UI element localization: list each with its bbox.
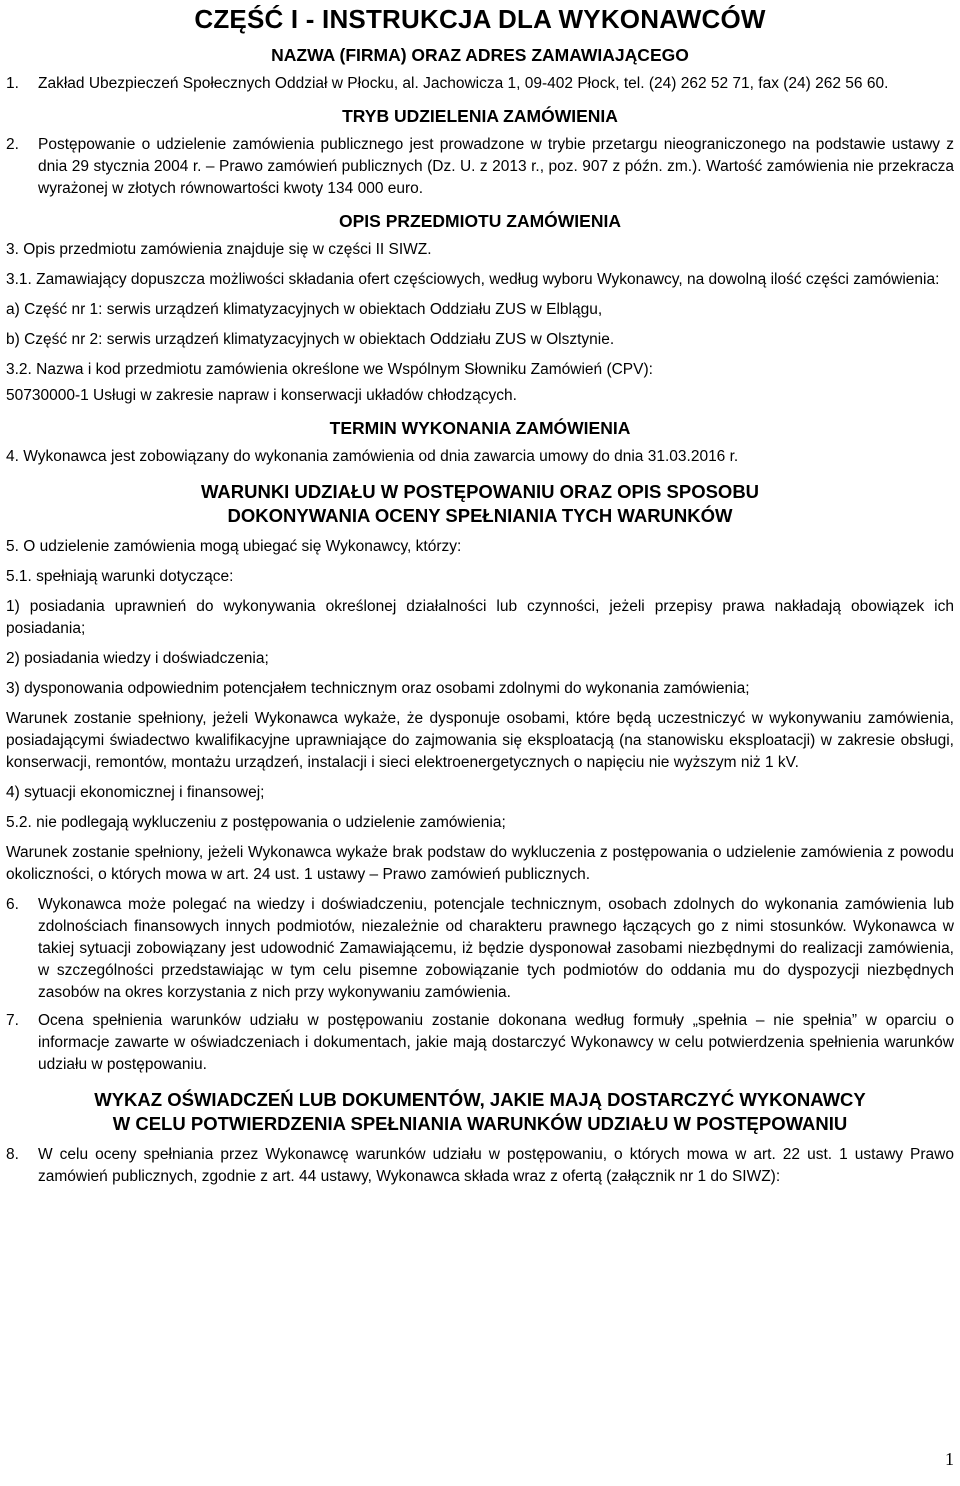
paragraph-6-number: 6. <box>6 896 19 913</box>
paragraph-5: 5. O udzielenie zamówienia mogą ubiegać się Wykonawcy, którzy: <box>6 538 462 555</box>
heading-conditions <box>6 480 954 528</box>
paragraph-3-1: 3.1. Zamawiający dopuszcza możliwości składania ofert częściowych, według wyboru Wykonawcy, na dowolną ilość części zamówienia: <box>6 271 940 288</box>
heading-documents-line-1: WYKAZ OŚWIADCZEŃ LUB DOKUMENTÓW, JAKIE MAJĄ DOSTARCZYĆ WYKONAWCY <box>94 1089 866 1110</box>
paragraph-8 <box>6 1144 954 1188</box>
paragraph-3-2: 3.2. Nazwa i kod przedmiotu zamówienia określone we Wspólnym Słowniku Zamówień (CPV): <box>6 361 653 378</box>
page-number: 1 <box>945 1449 954 1469</box>
paragraph-1-text: Zakład Ubezpieczeń Społecznych Oddział w Płocku, al. Jachowicza 1, 09-402 Płock, tel. (24) 262 52 71, fax (24) 262 56 60. <box>38 75 889 92</box>
paragraph-5-1: 5.1. spełniają warunki dotyczące: <box>6 568 234 585</box>
heading-conditions-line-1: WARUNKI UDZIAŁU W POSTĘPOWANIU ORAZ OPIS SPOSOBU <box>200 481 760 502</box>
part-a: a) Część nr 1: serwis urządzeń klimatyzacyjnych w obiektach Oddziału ZUS w Elblągu, <box>6 301 603 318</box>
condition-4: 4) sytuacji ekonomicznej i finansowej; <box>6 784 265 801</box>
paragraph-4: 4. Wykonawca jest zobowiązany do wykonania zamówienia od dnia zawarcia umowy do dnia 31.03.2016 r. <box>6 448 739 465</box>
heading-subject: OPIS PRZEDMIOTU ZAMÓWIENIA <box>339 211 621 231</box>
condition-3-note: Warunek zostanie spełniony, jeżeli Wykonawca wykaże, że dysponuje osobami, które będą uczestniczyć w wykonywaniu zamówienia, posiadającymi świadectwo kwalifikacyjne uprawniające do zajmowania się eksploatacją (na stanowisku eksploatacji) w zakresie obsługi, konserwacji, remontów, montażu urządzeń, instalacji i sieci elektroenergetycznych o napięciu nie wyższym niż 1 kV. <box>6 710 954 771</box>
heading-conditions-line-2: DOKONYWANIA OCENY SPEŁNIANIA TYCH WARUNKÓW <box>227 505 733 526</box>
paragraph-7-number: 7. <box>6 1012 19 1029</box>
page-title: CZĘŚĆ I - INSTRUKCJA DLA WYKONAWCÓW <box>194 4 766 34</box>
paragraph-7 <box>6 1010 954 1076</box>
paragraph-1-number: 1. <box>6 75 19 92</box>
heading-documents <box>6 1088 954 1136</box>
condition-1: 1) posiadania uprawnień do wykonywania określonej działalności lub czynności, jeżeli przepisy prawa nakładają obowiązek ich posiadania; <box>6 598 954 637</box>
paragraph-1 <box>6 73 954 95</box>
paragraph-3: 3. Opis przedmiotu zamówienia znajduje się w części II SIWZ. <box>6 241 432 258</box>
paragraph-8-number: 8. <box>6 1146 19 1163</box>
cpv-code: 50730000-1 Usługi w zakresie napraw i konserwacji układów chłodzących. <box>6 387 517 404</box>
paragraph-2-number: 2. <box>6 136 19 153</box>
paragraph-7-text: Ocena spełnienia warunków udziału w postępowaniu zostanie dokonana według formuły „spełnia – nie spełnia” w oparciu o informacje zawarte w oświadczeniach i dokumentach, jakie mają dostarczyć Wykonawcy w celu potwierdzenia spełnienia warunków udziału w postępowaniu. <box>38 1012 954 1073</box>
part-b: b) Część nr 2: serwis urządzeń klimatyzacyjnych w obiektach Oddziału ZUS w Olsztynie. <box>6 331 615 348</box>
heading-documents-line-2: W CELU POTWIERDZENIA SPEŁNIANIA WARUNKÓW UDZIAŁU W POSTĘPOWANIU <box>112 1113 848 1134</box>
paragraph-5-2-note: Warunek zostanie spełniony, jeżeli Wykonawca wykaże brak podstaw do wykluczenia z postępowania o udzielenie zamówienia z powodu okoliczności, o których mowa w art. 24 ust. 1 ustawy – Prawo zamówień publicznych. <box>6 844 954 883</box>
heading-contracting-authority: NAZWA (FIRMA) ORAZ ADRES ZAMAWIAJĄCEGO <box>271 45 689 65</box>
heading-procedure: TRYB UDZIELENIA ZAMÓWIENIA <box>342 106 618 126</box>
paragraph-8-text: W celu oceny spełniania przez Wykonawcę warunków udziału w postępowaniu, o których mowa w art. 22 ust. 1 ustawy Prawo zamówień publicznych, zgodnie z art. 44 ustawy, Wykonawca składa wraz z ofertą (załącznik nr 1 do SIWZ): <box>38 1146 954 1185</box>
document-body <box>0 4 960 1188</box>
paragraph-5-2: 5.2. nie podlegają wykluczeniu z postępowania o udzielenie zamówienia; <box>6 814 506 831</box>
paragraph-6-text: Wykonawca może polegać na wiedzy i doświadczeniu, potencjale technicznym, osobach zdolnych do wykonania zamówienia lub zdolnościach finansowych innych podmiotów, niezależnie od charakteru prawnego łączących go z nimi stosunków. Wykonawca w takiej sytuacji zobowiązany jest udowodnić Zamawiającemu, iż będzie dysponował zasobami niezbędnymi do realizacji zamówienia, w szczególności przedstawiając w tym celu pisemne zobowiązanie tych podmiotów do oddania mu do dyspozycji niezbędnych zasobów na okres korzystania z nich przy wykonywaniu zamówienia. <box>38 896 954 1001</box>
heading-term: TERMIN WYKONANIA ZAMÓWIENIA <box>329 418 631 438</box>
condition-3: 3) dysponowania odpowiednim potencjałem technicznym oraz osobami zdolnymi do wykonania zamówienia; <box>6 680 750 697</box>
paragraph-2 <box>6 134 954 200</box>
paragraph-2-text: Postępowanie o udzielenie zamówienia publicznego jest prowadzone w trybie przetargu nieograniczonego na podstawie ustawy z dnia 29 stycznia 2004 r. – Prawo zamówień publicznych (Dz. U. z 2013 r., poz. 907 z późn. zm.). Wartość zamówienia nie przekracza wyrażonej w złotych równowartości kwoty 134 000 euro. <box>38 136 954 197</box>
condition-2: 2) posiadania wiedzy i doświadczenia; <box>6 650 269 667</box>
paragraph-6 <box>6 894 954 1004</box>
